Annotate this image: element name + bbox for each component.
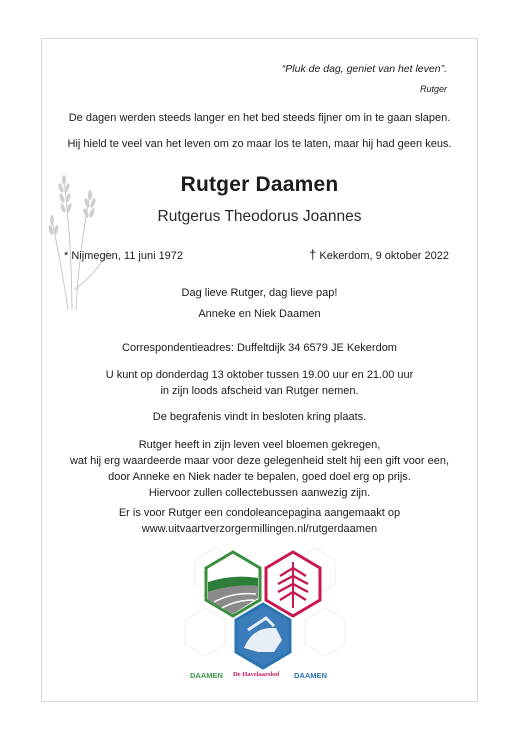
logo-daamen-right: DAAMEN <box>294 671 327 680</box>
wheat-hex-icon <box>266 552 320 616</box>
death-info <box>309 247 449 262</box>
flowers-line-4: Hiervoor zullen collectebussen aanwezig zijn. <box>148 487 371 499</box>
condolence-url[interactable]: www.uitvaartverzorgermillingen.nl/rutgerdaamen <box>141 523 378 535</box>
quote-text: “Pluk de dag, geniet van het leven”. <box>281 63 447 75</box>
deceased-name: Rutger Daamen <box>180 173 339 196</box>
intro-line-2: Hij hield te veel van het leven om zo maar los te laten, maar hij had geen keus. <box>67 138 452 150</box>
farewell-signed: Anneke en Niek Daamen <box>198 308 321 320</box>
correspondence-address: Correspondentieadres: Duffeltdijk 34 6579 JE Kekerdom <box>122 342 397 354</box>
flowers-line-2: wat hij erg waardeerde maar voor deze gelegenheid stelt hij een gift voor een, <box>69 455 450 467</box>
funeral-info: De begrafenis vindt in besloten kring plaats. <box>152 411 367 423</box>
farewell-line: Dag lieve Rutger, dag lieve pap! <box>181 287 338 299</box>
birth-info: * Nijmegen, 11 juni 1972 <box>64 250 184 262</box>
cross-icon: † <box>309 247 317 262</box>
logo-daamen-left-sub <box>192 681 193 685</box>
condolence-line-1: Er is voor Rutger een condoleancepagina aangemaakt op <box>118 507 401 519</box>
visitation-line-1: U kunt op donderdag 13 oktober tussen 19.00 uur en 21.00 uur <box>105 369 414 381</box>
company-logos <box>190 671 340 687</box>
quote-author: Rutger <box>419 84 447 94</box>
logo-haverlaarshof: De Havelaarshof <box>233 671 280 678</box>
flowers-line-1: Rutger heeft in zijn leven veel bloemen gekregen, <box>138 439 381 451</box>
excavator-hex-icon <box>236 604 290 668</box>
death-text: Kekerdom, 9 oktober 2022 <box>319 250 449 262</box>
intro-line-1: De dagen werden steeds langer en het bed steeds fijner om in te gaan slapen. <box>68 112 451 124</box>
flowers-line-3: door Anneke en Niek nader te bepalen, goed doel erg op prijs. <box>108 471 411 483</box>
farm-hex-icon <box>206 552 260 616</box>
deceased-full-name: Rutgerus Theodorus Joannes <box>157 208 362 225</box>
visitation-line-2: in zijn loods afscheid van Rutger nemen. <box>160 385 359 397</box>
logo-daamen-left: DAAMEN <box>190 671 223 680</box>
